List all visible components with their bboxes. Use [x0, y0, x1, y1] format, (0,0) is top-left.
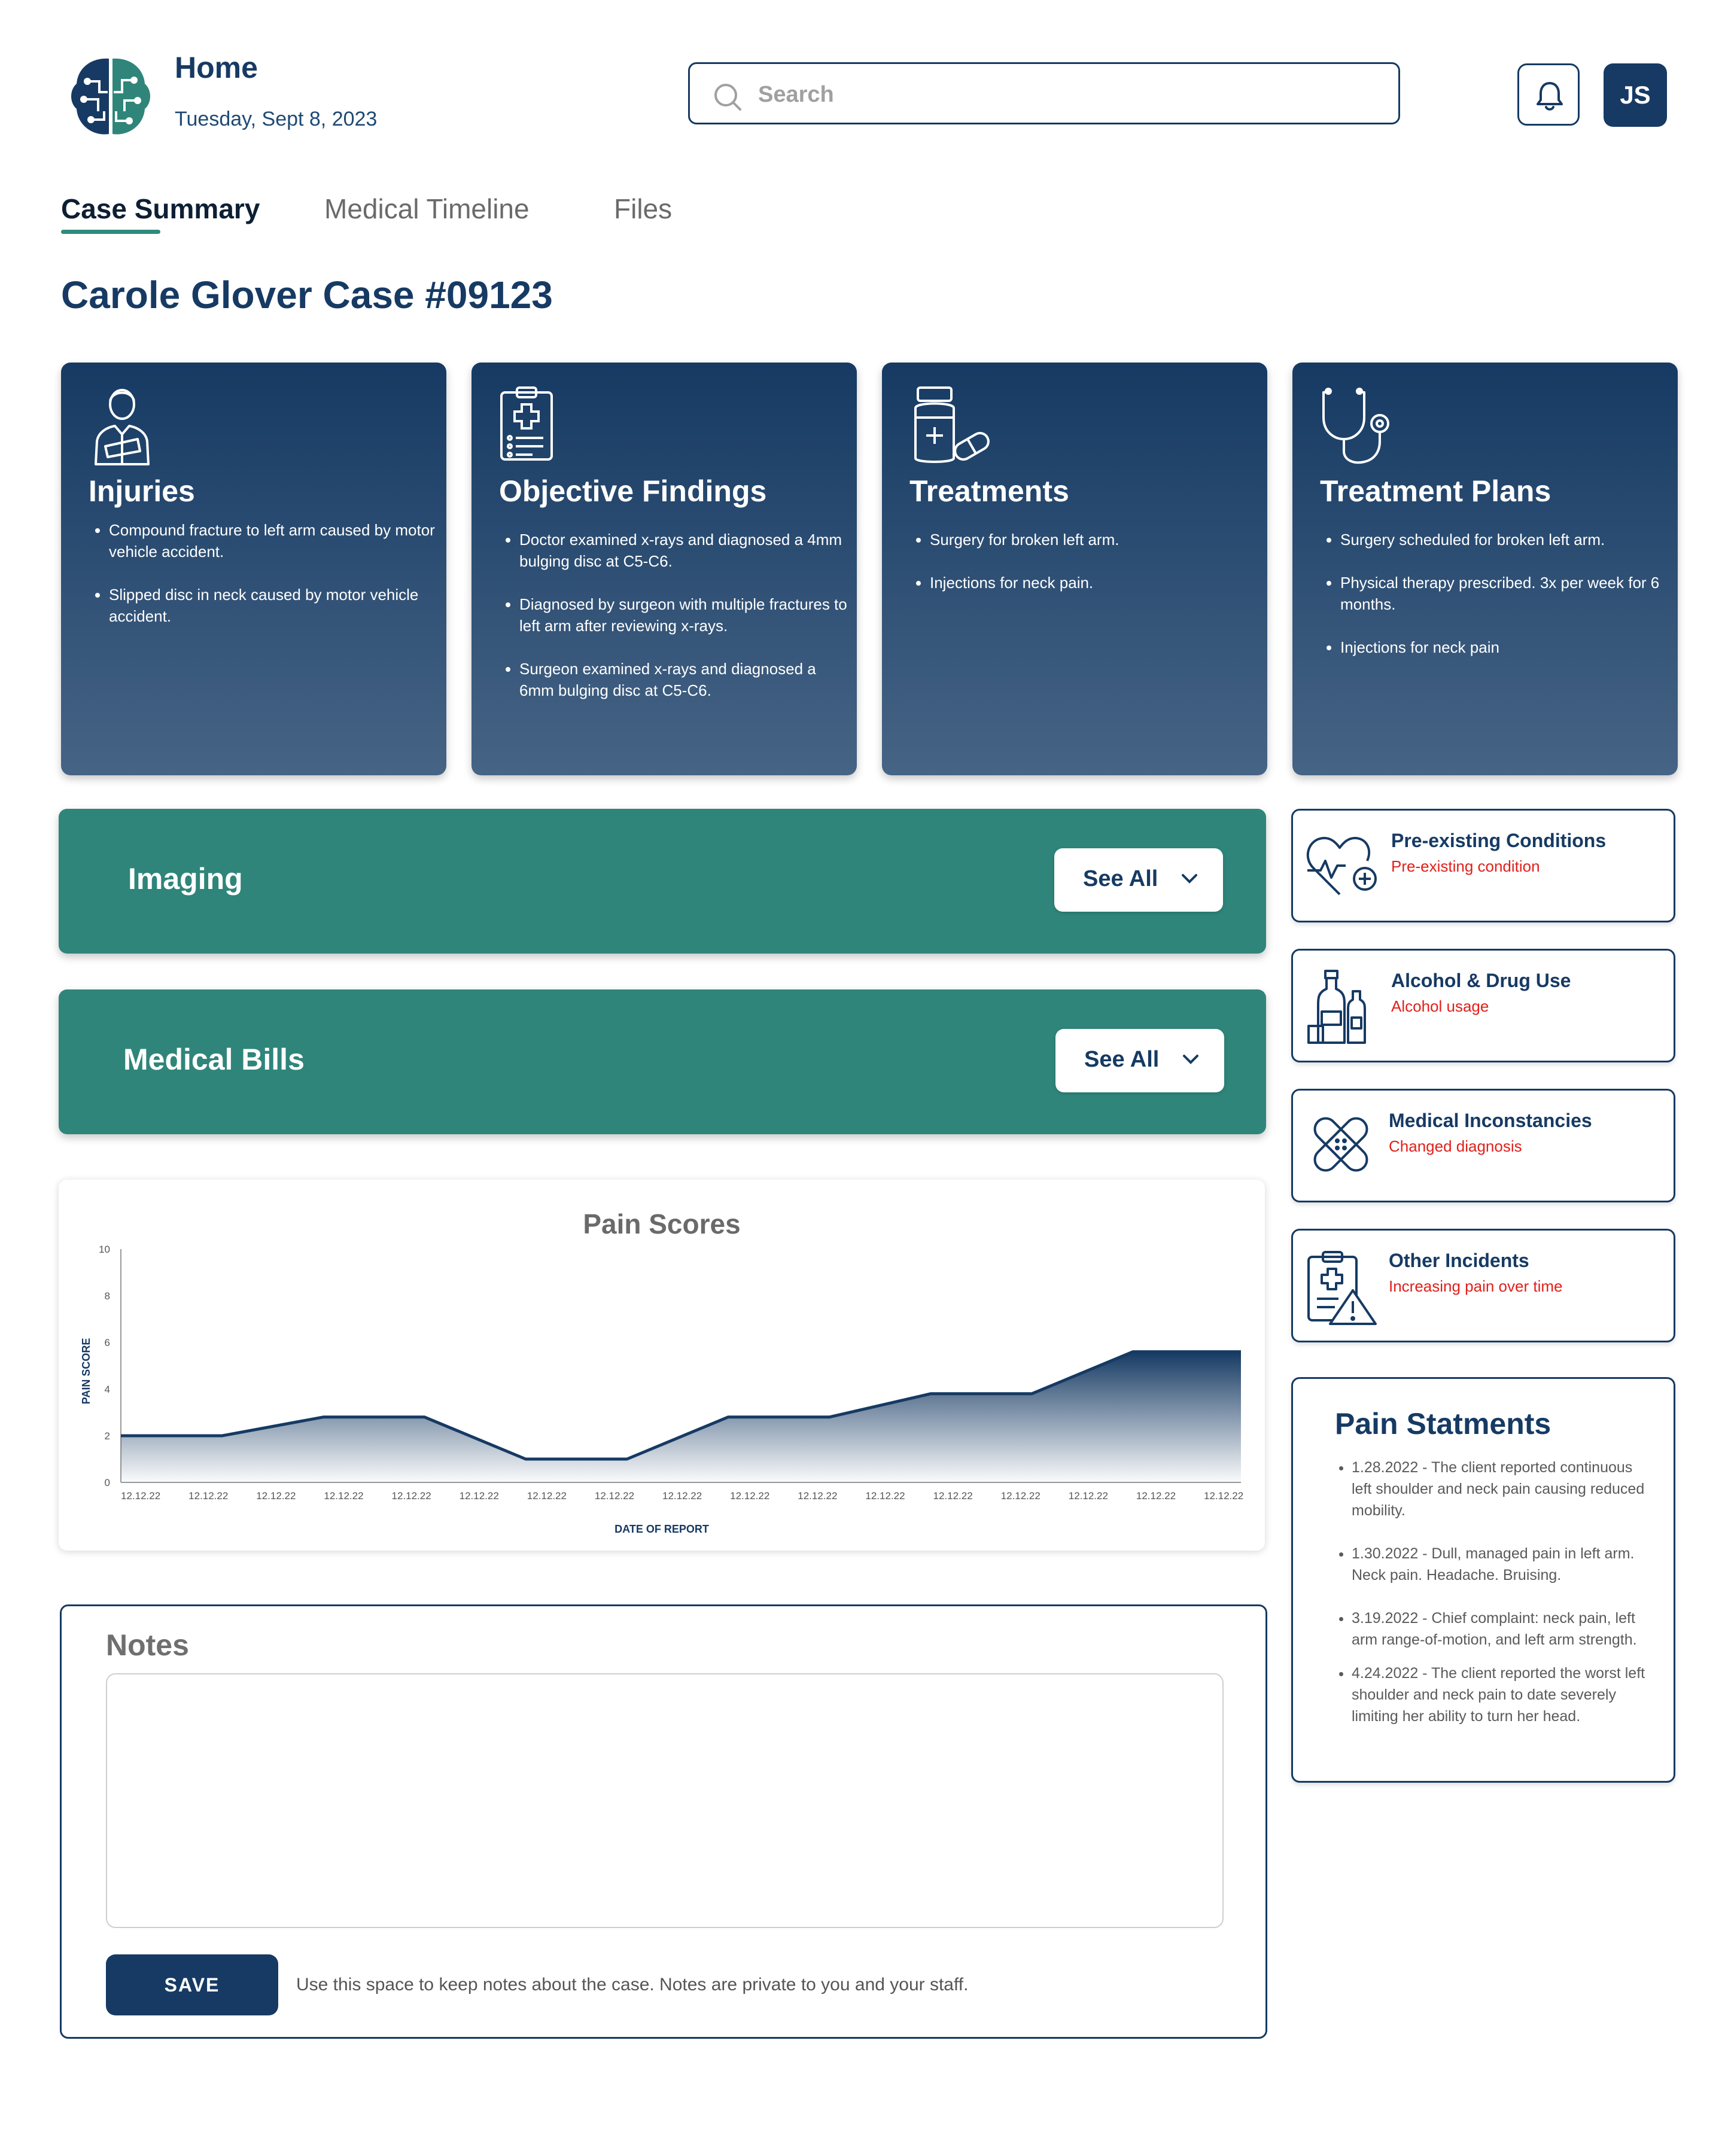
user-avatar[interactable]: JS	[1604, 63, 1667, 127]
imaging-see-all-button[interactable]	[1054, 848, 1223, 912]
x-tick-label: 12.12.22	[1136, 1490, 1176, 1502]
objective-findings-card	[471, 363, 857, 775]
page-title: Home	[175, 51, 258, 84]
list-item: • Surgeon examined x-rays and diagnosed a 6mm bulging disc at C5-C6.	[519, 658, 854, 701]
card-title: Treatments	[909, 474, 1069, 508]
y-tick-label: 6	[104, 1337, 110, 1348]
bills-see-all-button[interactable]	[1055, 1029, 1224, 1092]
list-item: • Surgery for broken left arm.	[930, 529, 1265, 550]
other-incidents-card[interactable]	[1291, 1229, 1675, 1342]
imaging-section	[59, 809, 1266, 954]
x-tick-label: 12.12.22	[798, 1490, 838, 1502]
x-tick-label: 12.12.22	[933, 1490, 973, 1502]
x-tick-label: 12.12.22	[527, 1490, 567, 1502]
x-tick-label: 12.12.22	[1204, 1490, 1244, 1502]
x-tick-label: 12.12.22	[391, 1490, 431, 1502]
card-title: Pre-existing Conditions	[1391, 830, 1607, 851]
list-item: • Physical therapy prescribed. 3x per week for 6 months.	[1340, 572, 1675, 615]
card-title: Medical Inconstancies	[1389, 1110, 1592, 1131]
search-input[interactable]	[757, 76, 1382, 113]
notes-panel	[60, 1604, 1267, 2039]
bell-icon	[1535, 80, 1565, 112]
tab-files[interactable]: Files	[614, 193, 673, 224]
list-item: • Doctor examined x-rays and diagnosed a 4mm bulging disc at C5-C6.	[519, 529, 854, 572]
heart-pulse-plus-icon	[1305, 829, 1383, 903]
tab-medical-timeline[interactable]: Medical Timeline	[324, 193, 530, 224]
button-label: See All	[1084, 1047, 1160, 1072]
notifications-button[interactable]	[1517, 63, 1580, 126]
list-item: • Injections for neck pain.	[930, 572, 1265, 593]
crossed-bandages-icon	[1305, 1109, 1377, 1183]
pain-statements-list	[1335, 1457, 1651, 1749]
x-tick-label: 12.12.22	[1000, 1490, 1041, 1502]
case-title: Carole Glover Case #09123	[61, 273, 553, 316]
list-item: • 1.30.2022 - Dull, managed pain in left arm. Neck pain. Headache. Bruising.	[1352, 1543, 1651, 1586]
x-tick-label: 12.12.22	[730, 1490, 770, 1502]
card-subtitle: Pre-existing condition	[1391, 857, 1540, 875]
x-tick-label: 12.12.22	[256, 1490, 296, 1502]
clipboard-warning-icon	[1305, 1248, 1379, 1329]
injuries-card	[61, 363, 446, 775]
notes-hint: Use this space to keep notes about the case. Notes are private to you and your staff.	[296, 1975, 969, 1994]
treatments-card	[882, 363, 1267, 775]
card-subtitle: Alcohol usage	[1391, 997, 1489, 1015]
list-item: • 3.19.2022 - Chief complaint: neck pain, left arm range-of-motion, and left arm strength.	[1352, 1607, 1651, 1651]
injuries-list	[89, 519, 444, 648]
section-title: Imaging	[128, 862, 243, 896]
bottles-icon	[1305, 969, 1377, 1049]
x-tick-label: 12.12.22	[459, 1490, 499, 1502]
card-title: Treatment Plans	[1320, 474, 1551, 508]
findings-list	[499, 529, 854, 723]
card-subtitle: Increasing pain over time	[1389, 1277, 1563, 1295]
save-button[interactable]: SAVE	[106, 1954, 278, 2015]
notes-title: Notes	[106, 1628, 189, 1662]
panel-title: Pain Statments	[1335, 1407, 1551, 1441]
card-subtitle: Changed diagnosis	[1389, 1137, 1522, 1155]
brain-circuit-logo	[67, 53, 154, 140]
section-title: Medical Bills	[123, 1043, 305, 1076]
notes-textarea[interactable]	[106, 1673, 1224, 1928]
y-tick-label: 0	[104, 1477, 110, 1488]
x-tick-label: 12.12.22	[865, 1490, 905, 1502]
button-label: See All	[1083, 866, 1158, 891]
y-axis-label: PAIN SCORE	[80, 1338, 92, 1405]
list-item: • 1.28.2022 - The client reported continuous left shoulder and neck pain causing reduced mobility.	[1352, 1457, 1651, 1521]
card-title: Injuries	[89, 474, 195, 508]
list-item: • Slipped disc in neck caused by motor vehicle accident.	[109, 584, 444, 627]
pain-statements-panel	[1291, 1377, 1675, 1783]
y-tick-label: 8	[104, 1290, 110, 1302]
medicine-bottle-pill-icon	[907, 384, 991, 471]
x-axis-label: DATE OF REPORT	[614, 1523, 709, 1535]
pain-area-fill	[121, 1352, 1241, 1482]
treatments-list	[909, 529, 1265, 615]
x-tick-label: 12.12.22	[121, 1490, 161, 1502]
clipboard-medical-icon	[497, 384, 556, 465]
list-item: • Compound fracture to left arm caused by motor vehicle accident.	[109, 519, 444, 562]
list-item: • Surgery scheduled for broken left arm.	[1340, 529, 1675, 550]
chart-title: Pain Scores	[583, 1208, 741, 1240]
medical-inconsistencies-card[interactable]	[1291, 1089, 1675, 1202]
y-tick-label: 4	[104, 1384, 110, 1395]
search-icon	[713, 82, 743, 112]
y-tick-label: 10	[99, 1244, 110, 1255]
search-bar[interactable]	[688, 62, 1400, 124]
x-tick-label: 12.12.22	[324, 1490, 364, 1502]
pain-scores-chart	[59, 1180, 1265, 1551]
y-tick-label: 2	[104, 1430, 110, 1442]
chevron-down-icon	[1181, 873, 1198, 884]
chevron-down-icon	[1182, 1054, 1199, 1065]
pre-existing-conditions-card[interactable]	[1291, 809, 1675, 922]
x-tick-label: 12.12.22	[188, 1490, 229, 1502]
tab-case-summary[interactable]: Case Summary	[61, 193, 260, 224]
card-title: Objective Findings	[499, 474, 767, 508]
x-tick-label: 12.12.22	[1068, 1490, 1108, 1502]
alcohol-drug-use-card[interactable]	[1291, 949, 1675, 1062]
patient-arm-sling-icon	[86, 384, 158, 471]
active-tab-indicator	[61, 230, 160, 234]
treatment-plans-card	[1292, 363, 1678, 775]
stethoscope-icon	[1318, 384, 1407, 471]
medical-bills-section	[59, 989, 1266, 1134]
x-tick-label: 12.12.22	[594, 1490, 635, 1502]
list-item: • Injections for neck pain	[1340, 637, 1675, 658]
list-item: • Diagnosed by surgeon with multiple fractures to left arm after reviewing x-rays.	[519, 593, 854, 637]
plans-list	[1320, 529, 1675, 680]
card-title: Other Incidents	[1389, 1250, 1529, 1271]
card-title: Alcohol & Drug Use	[1391, 970, 1571, 991]
list-item: • 4.24.2022 - The client reported the worst left shoulder and neck pain to date severely limiting her ability to turn her head.	[1352, 1662, 1651, 1727]
current-date: Tuesday, Sept 8, 2023	[175, 108, 378, 130]
x-tick-label: 12.12.22	[662, 1490, 702, 1502]
